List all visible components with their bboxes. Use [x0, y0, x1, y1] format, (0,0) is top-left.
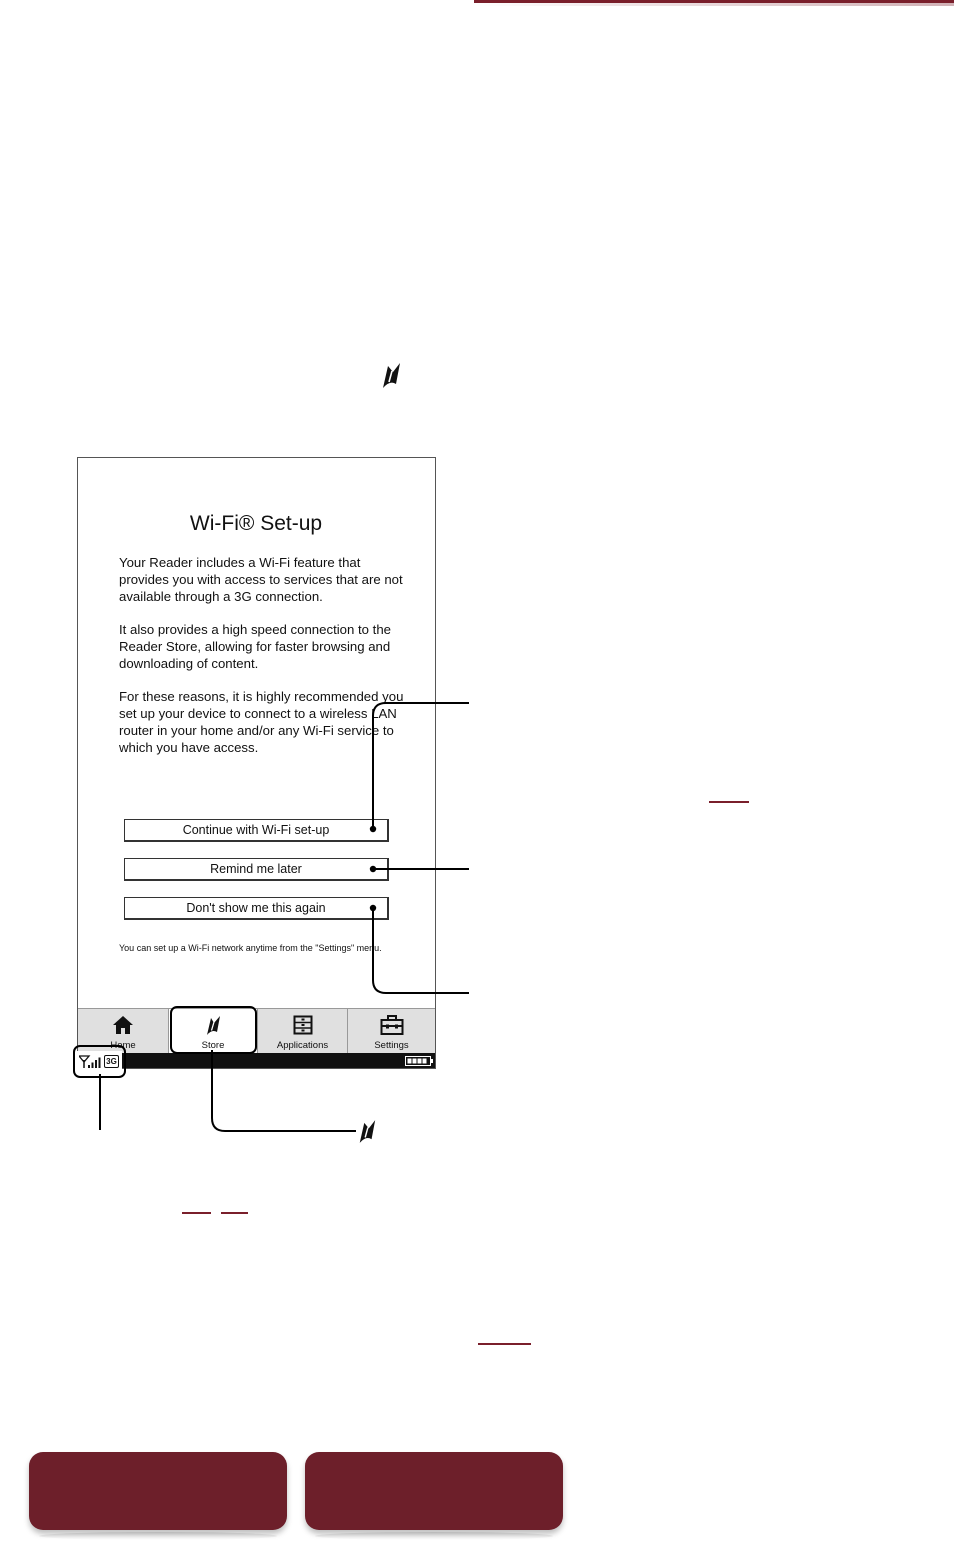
device-screen: [77, 457, 436, 1069]
tab-applications-label: Applications: [276, 1040, 329, 1051]
dont-show-again-button[interactable]: Don't show me this again: [124, 897, 389, 920]
tab-settings[interactable]: [348, 1009, 435, 1054]
applications-icon: [293, 1015, 313, 1035]
tab-home-label: Home: [110, 1040, 136, 1051]
wifi-intro-paragraph: Your Reader includes a Wi-Fi feature that provides you with access to services that are not available through a 3G connection.: [119, 555, 403, 604]
page-link[interactable]: [221, 1212, 248, 1214]
status-bar: [78, 1053, 435, 1068]
battery-icon: [405, 1056, 433, 1066]
page-link[interactable]: [478, 1343, 531, 1345]
settings-toolbox-icon: [380, 1015, 404, 1035]
store-icon: [357, 1119, 377, 1145]
wifi-recommend-paragraph: For these reasons, it is highly recommended you set up your device to connect to a wireless LAN router in your home and/or any Wi-Fi service to which you have access.: [119, 689, 404, 755]
tab-applications[interactable]: [258, 1009, 348, 1054]
header-rule: [0, 0, 954, 6]
home-icon: [112, 1015, 134, 1035]
previous-page-button[interactable]: [29, 1452, 287, 1530]
store-tab-highlight: [170, 1006, 257, 1054]
page-link[interactable]: [709, 801, 749, 803]
wifi-speed-paragraph: It also provides a high speed connection to the Reader Store, allowing for faster browsing and downloading of content.: [119, 622, 391, 671]
page-link[interactable]: [182, 1212, 211, 1214]
network-3g-badge: 3G: [104, 1055, 119, 1068]
tab-settings-label: Settings: [374, 1040, 409, 1051]
next-page-button[interactable]: [305, 1452, 563, 1530]
wifi-setup-title: Wi-Fi® Set-up: [189, 512, 323, 535]
remind-me-later-button[interactable]: Remind me later: [124, 858, 389, 881]
tab-store-label: Store: [201, 1040, 225, 1051]
network-status-highlight: [73, 1045, 126, 1078]
store-icon: [380, 362, 402, 390]
settings-note: You can set up a Wi-Fi network anytime from the "Settings" menu.: [119, 943, 382, 953]
continue-wifi-setup-button[interactable]: Continue with Wi-Fi set-up: [124, 819, 389, 842]
